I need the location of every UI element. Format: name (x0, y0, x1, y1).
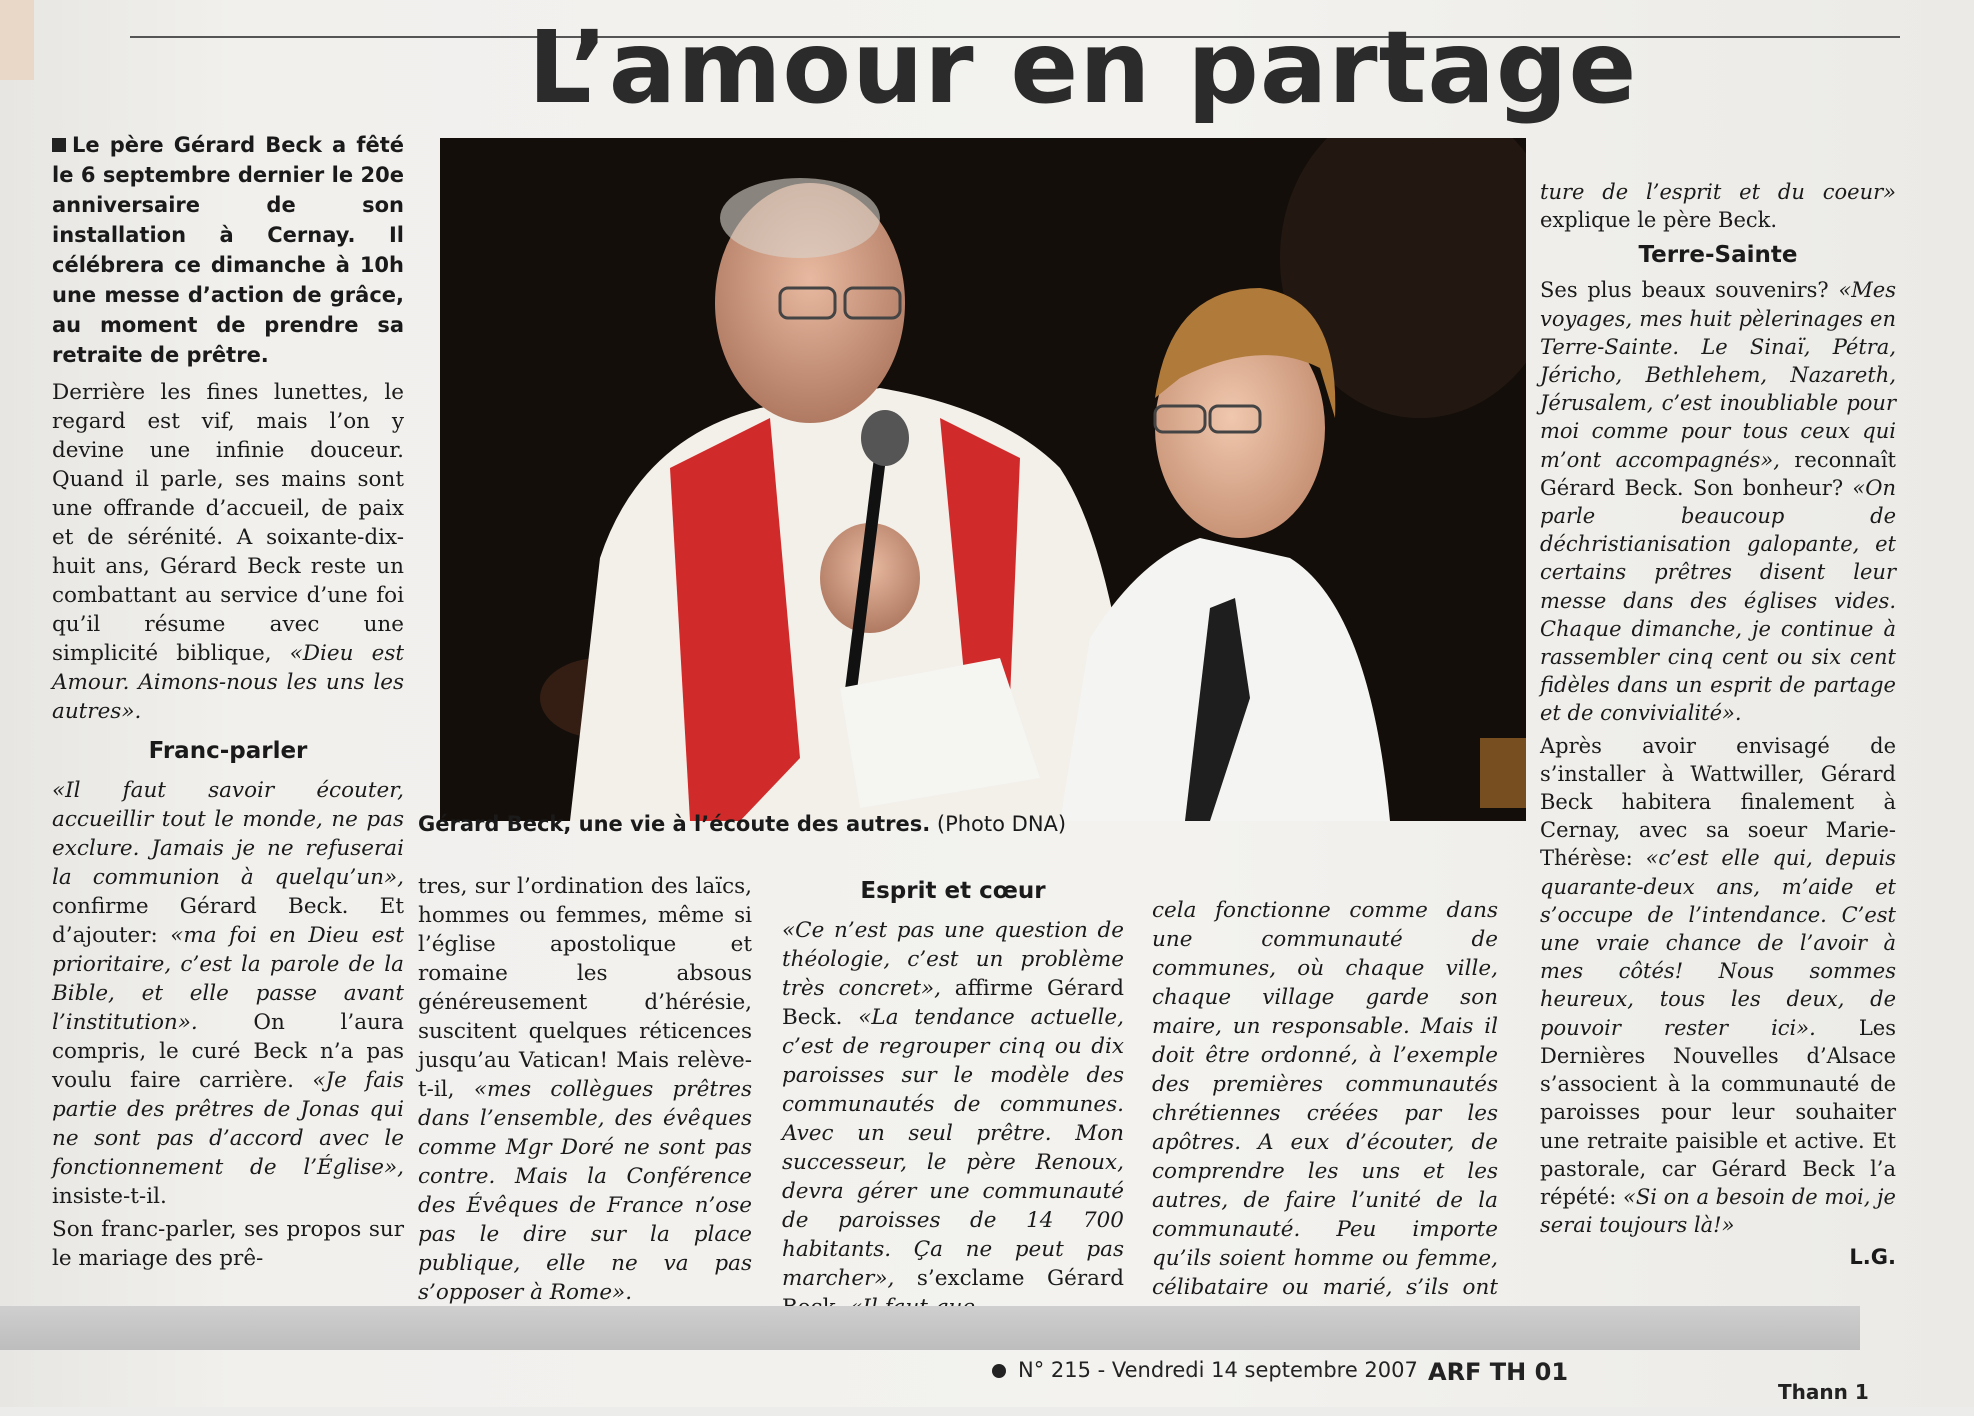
paragraph (1540, 178, 1896, 234)
body-text: Les Dernières Nouvelles d’Alsace s’associent à la communauté de paroisses pour leur souhaiter une retraite paisible et active. Et pastorale, car Gérard Beck l’a répété: (1540, 1015, 1896, 1209)
paragraph (52, 776, 404, 1211)
quote-text: «Ce n’est pas une question de théologie, c’est un problème très concret», (782, 918, 1124, 1001)
bullet-dot-icon (992, 1364, 1006, 1378)
quote-text: «c’est elle qui, depuis quarante-deux ans, m’aide et s’occupe de l’intendance. C’est une vraie chance de l’avoir à mes côtés! Nous sommes heureux, tous les deux, de pouvoir rester ici». (1540, 846, 1896, 1040)
body-text: explique le père Beck. (1540, 208, 1778, 233)
column-4 (1152, 896, 1498, 1335)
lead-text: Le père Gérard Beck a fêté le 6 septembre dernier le 20e anniversaire de son installation à Cernay. Il célébrera ce dimanche à 10h une messe d’action de grâce, au moment de prendre sa retraite de prêtre. (52, 133, 404, 367)
quote-text: «Mes voyages, mes huit pèlerinages en Terre-Sainte. Le Sinaï, Pétra, Jéricho, Bethlehem, Nazareth, Jérusalem, c’est inoubliable pour moi comme pour tous ceux qui m’ont accompagnés», (1540, 278, 1896, 472)
caption-text: Gérard Beck, une vie à l’écoute des autres. (418, 812, 931, 836)
lead-paragraph (52, 130, 404, 370)
quote-text: «mes collègues prêtres dans l’ensemble, des évêques comme Mgr Doré ne sont pas contre. Mais la Conférence des Évêques de France n’ose pas le dire sur la place publique, elle ne va pas s’opposer à Rome». (418, 1077, 752, 1305)
paragraph (1540, 732, 1896, 1240)
footer-issue (992, 1358, 1418, 1394)
article-headline: L’amour en partage (528, 9, 1638, 126)
photo-caption (418, 812, 1318, 836)
paragraph (52, 1215, 404, 1273)
paragraph (52, 378, 404, 726)
quote-text: «Je fais partie des prêtres de Jonas qui ne sont pas d’accord avec le fonctionnement de l’Église», (52, 1068, 404, 1180)
footer-page: Thann 1 (1778, 1380, 1869, 1404)
body-text: reconnaît Gérard Beck. Son bonheur? (1540, 447, 1896, 500)
body-text: Derrière les fines lunettes, le regard est vif, mais l’on y devine une infinie douceur. Quand il parle, ses mains sont une offrande d’accueil, de paix et de sérénité. A soixante-dix-huit ans, Gérard Beck reste un combattant au service d’une foi qu’il résume avec une simplicité biblique, (52, 380, 404, 666)
bullet-square-icon (52, 138, 66, 152)
quote-text: «Dieu est Amour. Aimons-nous les uns les autres». (52, 641, 405, 724)
quote-text: «Il faut savoir écouter, accueillir tout le monde, ne pas exclure. Jamais je ne refuserai la communion à quelqu’un», (52, 778, 404, 890)
body-text: Après avoir envisagé de s’installer à Wattwiller, Gérard Beck habitera finalement à Cernay, avec sa soeur Marie-Thérèse: (1540, 733, 1896, 871)
quote-text: ture de l’esprit et du coeur» (1540, 180, 1896, 204)
subheading-franc-parler: Franc-parler (148, 738, 308, 764)
quote-text: «Si on a besoin de moi, je serai toujours là!» (1540, 1184, 1896, 1238)
body-text: affirme Gérard Beck. (782, 976, 1124, 1030)
body-text: insiste-t-il. (52, 1184, 167, 1209)
paragraph (418, 872, 752, 1307)
column-1 (52, 130, 404, 1277)
subheading-terre-sainte: Terre-Sainte (1638, 242, 1798, 269)
article-photo (440, 138, 1526, 821)
quote-text: «ma foi en Dieu est prioritaire, c’est la parole de la Bible, et elle passe avant l’institution». (52, 923, 404, 1035)
page-edge-mark (0, 0, 34, 80)
paragraph (1540, 276, 1896, 727)
quote-text: «La tendance actuelle, c’est de regrouper cinq ou dix paroisses sur le modèle des communautés de communes. Avec un seul prêtre. Mon successeur, le père Renoux, devra gérer une communauté de paroisses de 14 700 habitants. Ça ne peut pas marcher», (782, 1005, 1124, 1291)
quote-text: «On parle beaucoup de déchristianisation galopante, et certains prêtres disent leur messe dans des églises vides. Chaque dimanche, je continue à rassembler cinq cent ou six cent fidèles dans un esprit de partage et de convivialité». (1540, 475, 1896, 726)
paragraph (1152, 896, 1498, 1331)
author-signature: L.G. (1849, 1245, 1896, 1270)
body-text: On l’aura compris, le curé Beck n’a pas voulu faire carrière. (52, 1010, 404, 1093)
body-text: Ses plus beaux souvenirs? (1540, 278, 1829, 303)
photo-credit: (Photo DNA) (936, 812, 1067, 836)
body-text: Son franc-parler, ses propos sur le mariage des prê- (52, 1217, 404, 1271)
footer-code: ARF TH 01 (1428, 1358, 1569, 1386)
column-2 (418, 872, 752, 1311)
column-3 (782, 876, 1124, 1326)
body-text: tres, sur l’ordination des laïcs, hommes ou femmes, même si l’église apostolique et romaine les absous généreusement d’hérésie, suscitent quelques réticences jusqu’au Vatican! Mais relève-t-il, (418, 874, 752, 1102)
issue-date: N° 215 - Vendredi 14 septembre 2007 (1018, 1358, 1418, 1382)
body-text: s’exclame Gérard (916, 1266, 1124, 1291)
paragraph (782, 916, 1124, 1322)
quote-text: cela fonctionne comme dans une communauté de communes, où chaque ville, chaque village garde son maire, un responsable. Mais il doit être ordonné, à l’exemple des premières communautés chrétiennes créées par les apôtres. A eux d’écouter, de comprendre les uns et les autres, de faire l’unité de la communauté. Peu importe qu’ils soient homme ou femme, célibataire ou marié, s’ils ont (1152, 898, 1498, 1300)
column-5 (1540, 178, 1896, 1276)
subheading-esprit-et-coeur: Esprit et cœur (860, 878, 1046, 904)
priest-and-boy-photo (440, 138, 1526, 821)
body-text: confirme Gérard Beck. Et d’ajouter: (52, 894, 404, 948)
footer-band (0, 1306, 1860, 1350)
